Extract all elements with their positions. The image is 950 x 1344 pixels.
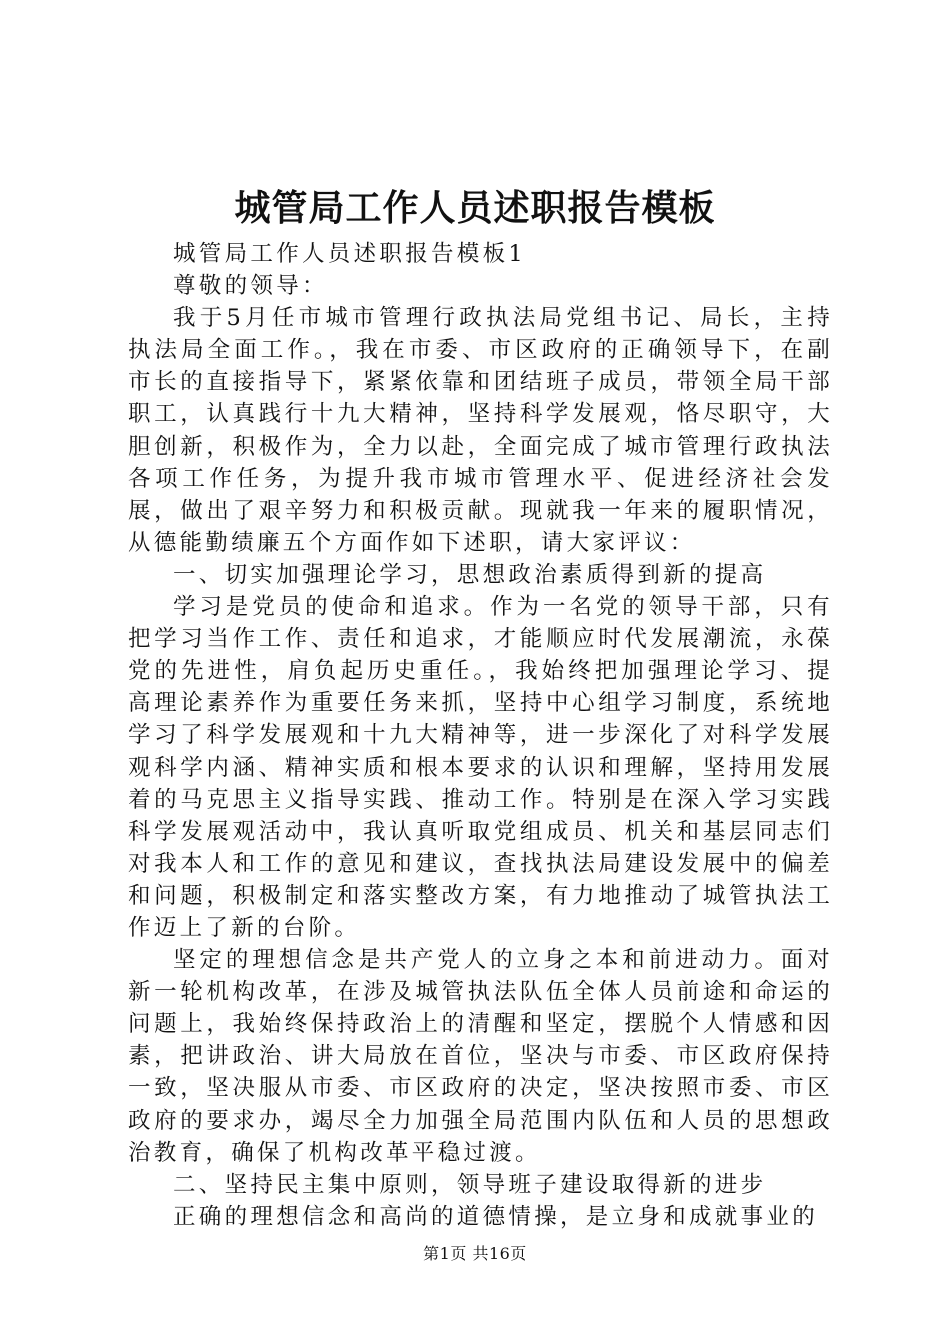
paragraph-salutation: 尊敬的领导： (173, 273, 328, 300)
document-body (128, 238, 833, 1233)
section-heading-2: 二、坚持民主集中原则，领导班子建设取得新的进步 (173, 1171, 767, 1198)
paragraph-study: 学习是党员的使命和追求。作为一名党的领导干部，只有把学习当作工作、责任和追求，才能顺应时代发展潮流，永葆党的先进性，肩负起历史重任。，我始终把加强理论学习、提高理论素养作为重要任务来抓，坚持中心组学习制度，系统地学习了科学发展观和十九大精神等，进一步深化了对科学发展观科学内涵、精神实质和根本要求的认识和理解，坚持用发展着的马克思主义指导实践、推动工作。特别是在深入学习实践科学发展观活动中，我认真听取党组成员、机关和基层同志们对我本人和工作的意见和建议，查找执法局建设发展中的偏差和问题，积极制定和落实整改方案，有力地推动了城管执法工作迈上了新的台阶。 (128, 594, 833, 941)
section-heading-1: 一、切实加强理论学习，思想政治素质得到新的提高 (173, 561, 767, 588)
paragraph-subtitle: 城管局工作人员述职报告模板1 (173, 241, 527, 267)
paragraph-ideals: 坚定的理想信念是共产党人的立身之本和前进动力。面对新一轮机构改革，在涉及城管执法队伍全体人员前途和命运的问题上，我始终保持政治上的清醒和坚定，摆脱个人情感和因素，把讲政治、讲大局放在首位，坚决与市委、市区政府保持一致，坚决服从市委、市区政府的决定，坚决按照市委、市区政府的要求办，竭尽全力加强全局范围内队伍和人员的思想政治教育，确保了机构改革平稳过渡。 (128, 947, 833, 1166)
page-number-footer: 第1页 共16页 (423, 1244, 527, 1263)
paragraph-introduction: 我于5月任市城市管理行政执法局党组书记、局长，主持执法局全面工作。，我在市委、市区政府的正确领导下，在副市长的直接指导下，紧紧依靠和团结班子成员，带领全局干部职工，认真践行十九大精神，坚持科学发展观，恪尽职守，大胆创新，积极作为，全力以赴，全面完成了城市管理行政执法各项工作任务，为提升我市城市管理水平、促进经济社会发展，做出了艰辛努力和积极贡献。现就我一年来的履职情况，从德能勤绩廉五个方面作如下述职，请大家评议： (128, 305, 833, 556)
paragraph-continued: 正确的理想信念和高尚的道德情操，是立身和成就事业的 (173, 1203, 819, 1230)
document-title: 城管局工作人员述职报告模板 (234, 187, 716, 229)
